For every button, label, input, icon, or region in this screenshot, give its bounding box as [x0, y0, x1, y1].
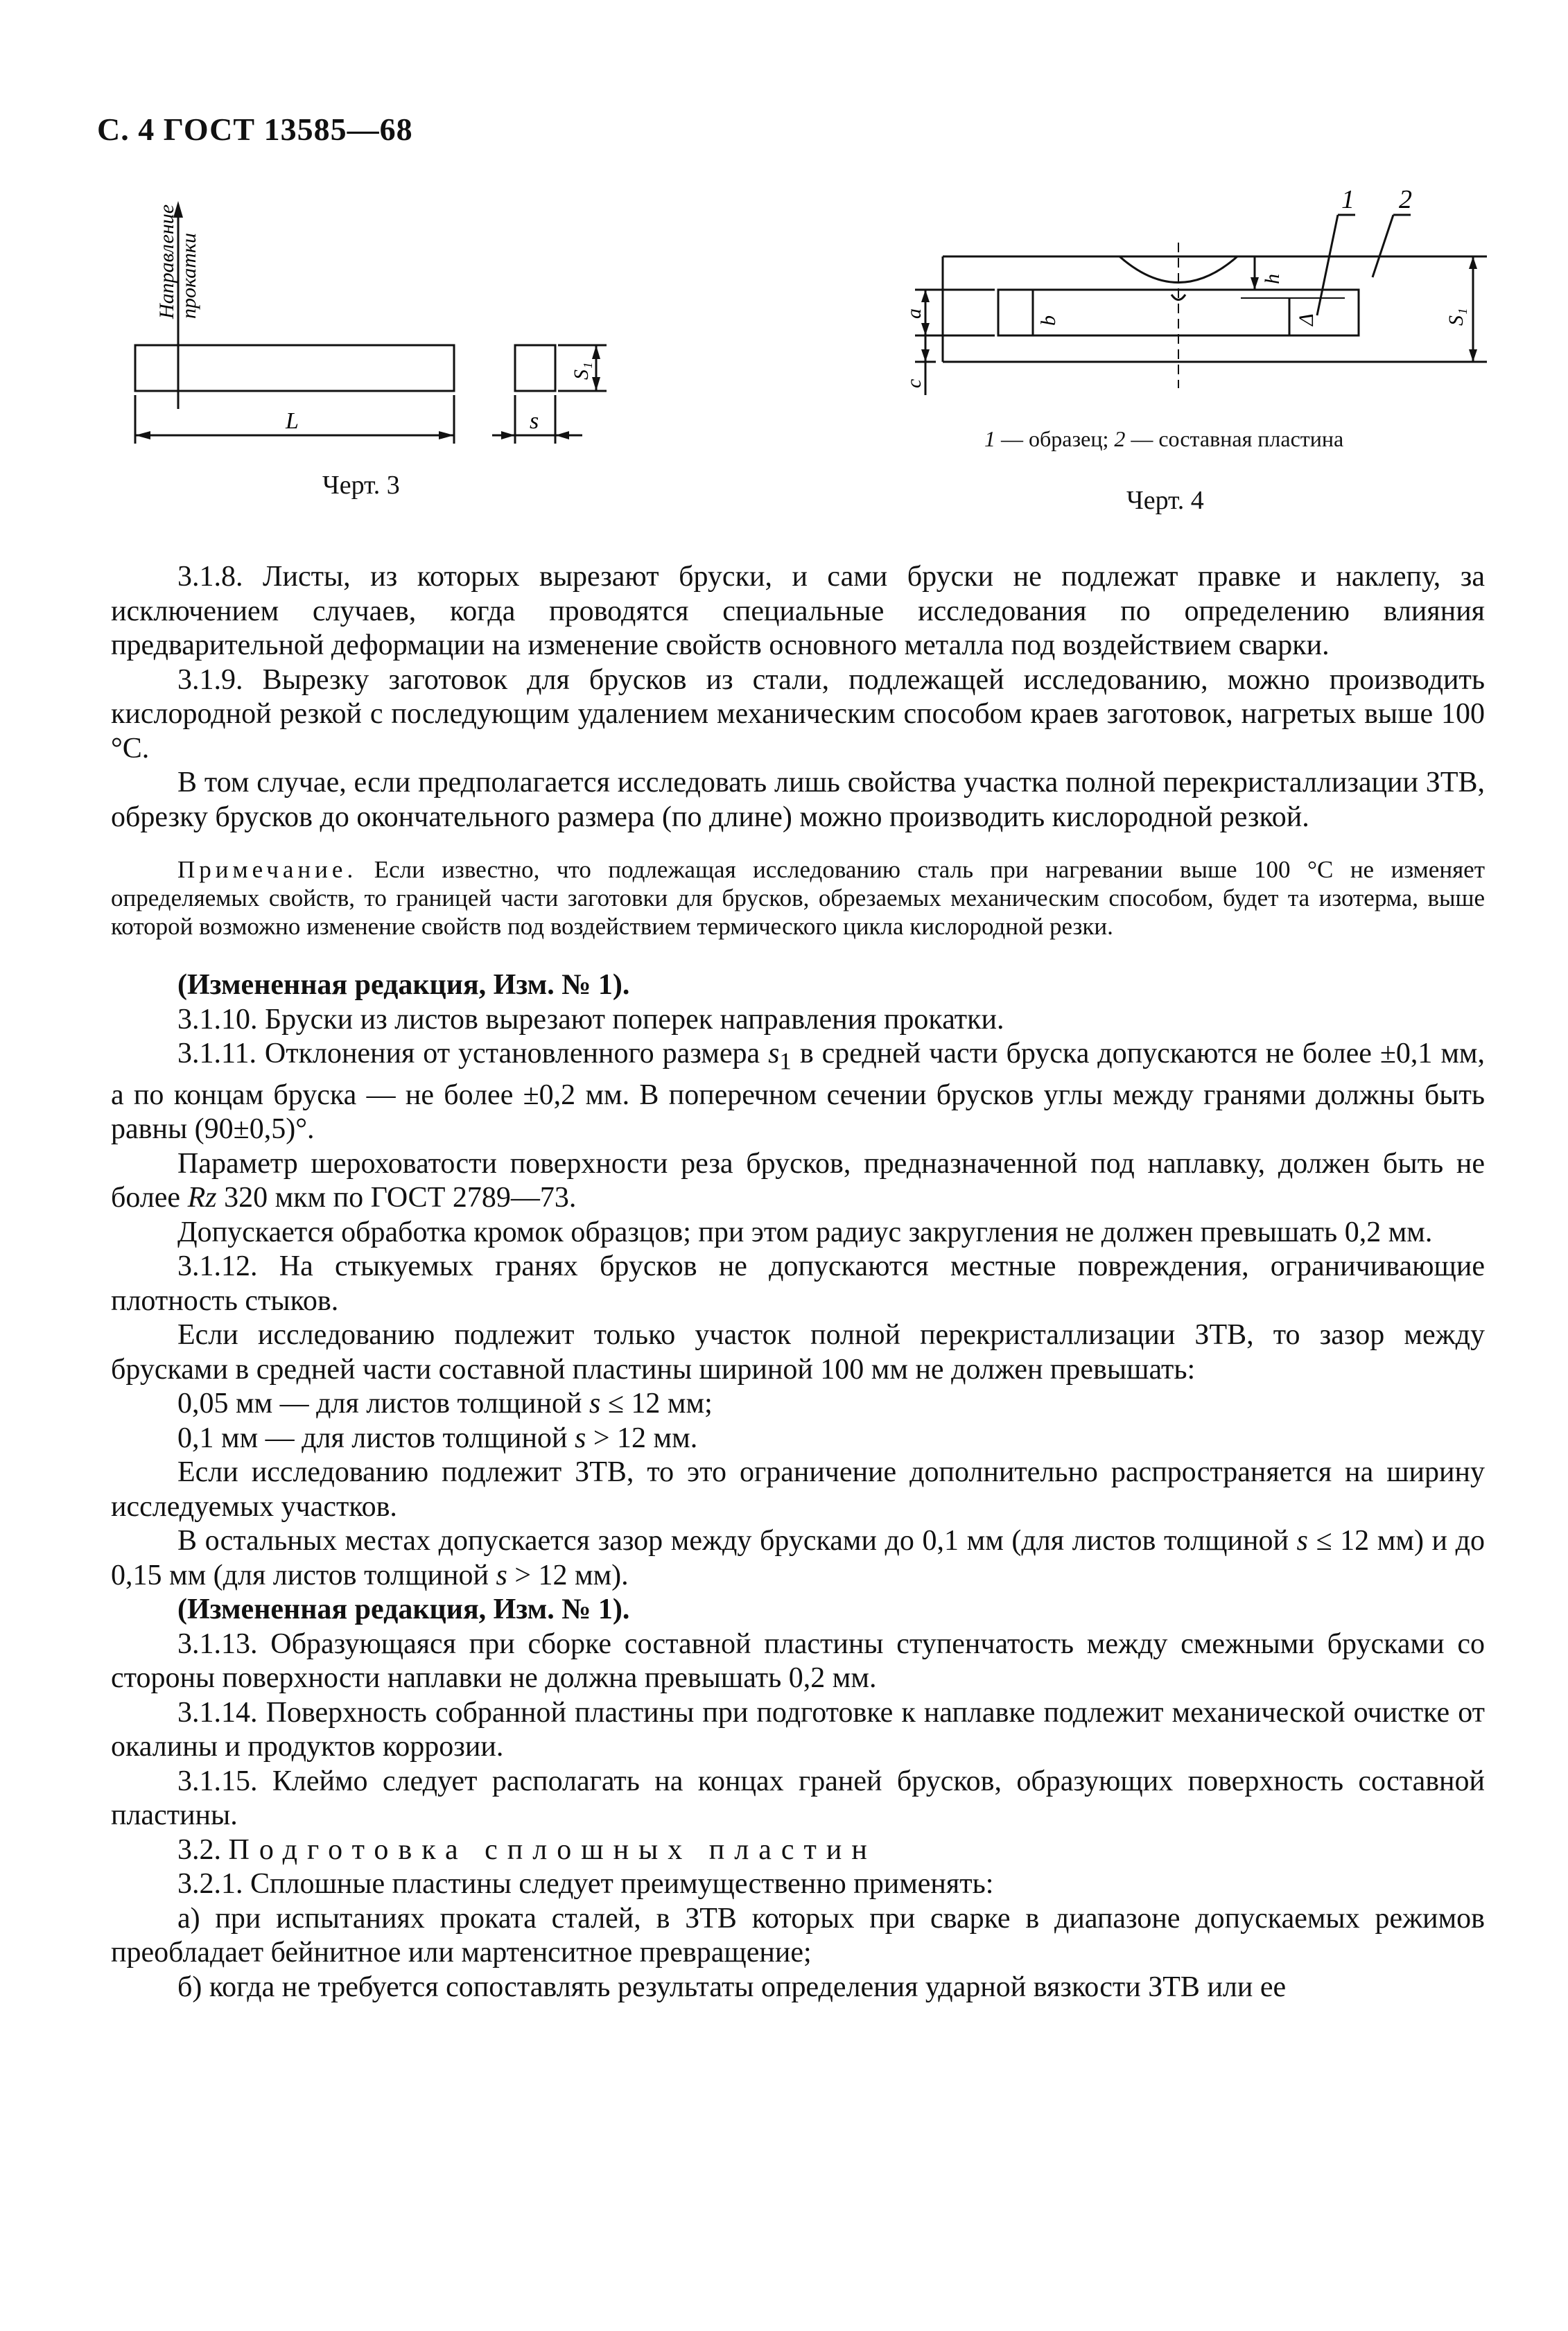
- paragraph-3-1-15: 3.1.15. Клеймо следует располагать на концах граней брусков, образующих поверхность составной пластины.: [111, 1765, 1485, 1832]
- var-rz: Rz: [187, 1182, 217, 1214]
- var-s: s: [1296, 1525, 1308, 1557]
- text-span: > 12 мм.: [586, 1422, 698, 1454]
- paragraph-3-1-12-f: [111, 1524, 1485, 1593]
- page-header: С. 4 ГОСТ 13585—68: [97, 112, 413, 147]
- paragraph-gap-1: [111, 1387, 1485, 1422]
- dim-delta-label: Δ: [1295, 313, 1318, 326]
- dim-s1-label: S₁: [570, 362, 593, 380]
- dim-b-label: b: [1037, 315, 1060, 326]
- paragraph-3-1-12: 3.1.12. На стыкуемых гранях брусков не допускаются местные повреждения, ограничивающие плотность стыков.: [111, 1250, 1485, 1317]
- figure-4-caption: Черт. 4: [1126, 486, 1204, 515]
- paragraph-3-1-12-b: Если исследованию подлежит только участок полной перекристаллизации ЗТВ, то зазор между брусками в средней части составной пластины шириной 100 мм не должен превышать:: [111, 1319, 1485, 1386]
- var-sub: 1: [779, 1047, 792, 1075]
- paragraph-3-2-1-a: а) при испытаниях проката сталей, в ЗТВ которых при сварке в диапазоне допускаемых режимов преобладает бейнитное или мартенситное превращение;: [111, 1902, 1485, 1969]
- callout-1: 1: [1341, 185, 1354, 214]
- figure-3-drawing: [125, 187, 624, 464]
- dim-h-label: h: [1261, 274, 1284, 284]
- figure-4: [894, 187, 1490, 416]
- paragraph-roughness: [111, 1147, 1485, 1216]
- text-span: 0,1 мм — для листов толщиной: [177, 1422, 575, 1454]
- dim-s-label: s: [530, 408, 539, 434]
- text-span: > 12 мм).: [507, 1559, 629, 1591]
- rolling-label-2: прокатки: [177, 233, 200, 319]
- note: [111, 855, 1485, 941]
- legend-num-2: 2: [1114, 426, 1126, 451]
- paragraph-3-1-14: 3.1.14. Поверхность собранной пластины при подготовке к наплавке подлежит механической очистке от окалины и продуктов коррозии.: [111, 1696, 1485, 1763]
- text-span: ≤ 12 мм) и до 0,15 мм (для листов толщиной: [111, 1525, 1485, 1591]
- var-s: s: [575, 1422, 586, 1454]
- paragraph-3-1-9-b: В том случае, если предполагается исследовать лишь свойства участка полной перекристаллизации ЗТВ, обрезку брусков до окончательного размера (по длине) можно производить кислородной резкой.: [111, 767, 1485, 833]
- figure-4-drawing: [894, 187, 1490, 416]
- dim-a-label: a: [903, 308, 925, 319]
- text-span: 0,05 мм — для листов толщиной: [177, 1388, 589, 1420]
- paragraph-3-1-8: 3.1.8. Листы, из которых вырезают бруски, и сами бруски не подлежат правке и наклепу, за исключением случаев, когда проводятся специальные исследования по определению влияния предварительной деформации на изменение свойств основного металла под воздействием сварки.: [111, 561, 1485, 661]
- figure-3-caption: Черт. 3: [322, 471, 400, 500]
- text-span: 320 мкм по ГОСТ 2789—73.: [216, 1182, 577, 1214]
- text-span: В остальных местах допускается зазор между брусками до 0,1 мм (для листов толщиной: [177, 1525, 1297, 1557]
- text-span: в средней части бруска допускаются не более ±0,1 мм, а по концам бруска — не более ±0,2 мм. В поперечном сечении брусков углы между гранями должны быть равны (90±0,5)°.: [111, 1038, 1486, 1146]
- body-text: [111, 560, 1485, 2005]
- text-span: ≤ 12 мм;: [600, 1388, 713, 1420]
- section-3-2-heading: [111, 1833, 1485, 1868]
- legend-num-1: 1: [984, 426, 995, 451]
- note-label: Примечание.: [177, 856, 358, 883]
- paragraph-3-1-12-e: Если исследованию подлежит ЗТВ, то это ограничение дополнительно распространяется на ширину исследуемых участков.: [111, 1456, 1485, 1523]
- paragraph-3-1-11: [111, 1037, 1485, 1147]
- section-title: Подготовка сплошных пластин: [228, 1833, 877, 1866]
- amendment-note-1: (Измененная редакция, Изм. № 1).: [177, 969, 630, 1001]
- dim-L-label: L: [286, 408, 299, 434]
- paragraph-gap-2: [111, 1422, 1485, 1456]
- amendment-note-2: (Измененная редакция, Изм. № 1).: [177, 1594, 630, 1626]
- legend-text-1: — образец;: [995, 426, 1115, 451]
- paragraph-edge-processing: Допускается обработка кромок образцов; при этом радиус закругления не должен превышать 0,2 мм.: [177, 1216, 1433, 1248]
- paragraph-3-1-10: 3.1.10. Бруски из листов вырезают поперек направления прокатки.: [177, 1003, 1004, 1036]
- text-span: 3.1.11. Отклонения от установленного размера: [177, 1038, 769, 1070]
- var-s: s: [589, 1388, 601, 1420]
- paragraph-3-1-13: 3.1.13. Образующаяся при сборке составной пластины ступенчатость между смежными брусками со стороны поверхности наплавки не должна превышать 0,2 мм.: [111, 1627, 1485, 1695]
- figure-3: [125, 187, 624, 464]
- legend-text-2: — составная пластина: [1125, 426, 1344, 451]
- text-span: Параметр шероховатости поверхности реза брусков, предназначенной под наплавку, должен быть не более: [111, 1147, 1485, 1214]
- paragraph-3-2-1-b: б) когда не требуется сопоставлять результаты определения ударной вязкости ЗТВ или ее: [177, 1971, 1287, 2003]
- paragraph-3-2-1: 3.2.1. Сплошные пластины следует преимущественно применять:: [177, 1868, 994, 1901]
- dim-s1-label: S₁: [1445, 308, 1467, 326]
- figure-4-legend: [984, 426, 1343, 452]
- var-s: s: [496, 1559, 507, 1591]
- rolling-label-1: Направление: [155, 204, 178, 319]
- section-number: 3.2.: [177, 1833, 229, 1866]
- note-text: Если известно, что подлежащая исследованию сталь при нагревании выше 100 °С не изменяет определяемых свойств, то границей части заготовки для брусков, обрезаемых механическим способом, будет та изотерма, выше которой возможно изменение свойств под воздействием термического цикла кислородной резки.: [111, 856, 1485, 940]
- paragraph-3-1-9: 3.1.9. Вырезку заготовок для брусков из стали, подлежащей исследованию, можно производить кислородной резкой с последующим удалением механическим способом краев заготовок, нагретых выше 100 °С.: [111, 663, 1485, 765]
- dim-c-label: c: [903, 378, 925, 388]
- callout-2: 2: [1399, 185, 1412, 214]
- var-s: s: [768, 1038, 780, 1070]
